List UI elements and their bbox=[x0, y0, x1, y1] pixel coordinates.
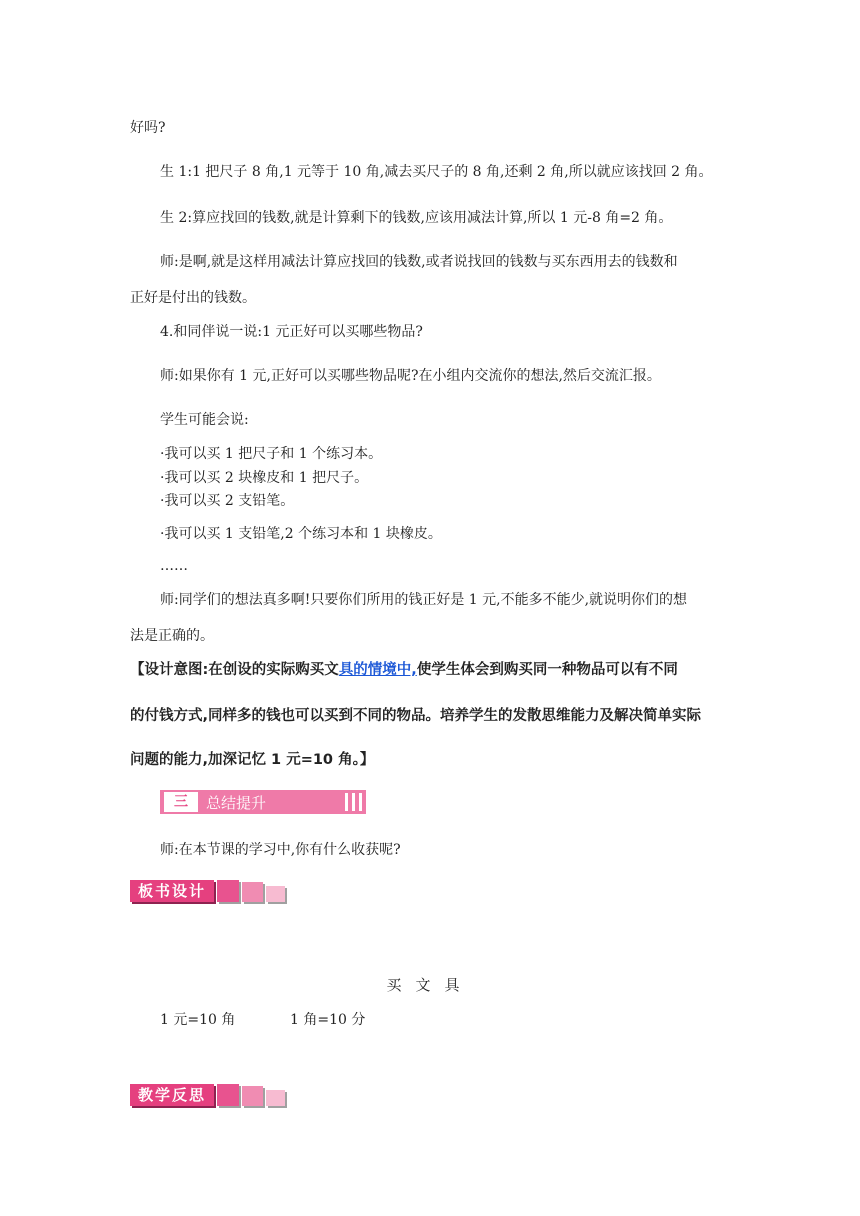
section-header bbox=[160, 790, 366, 814]
text-line: 师:同学们的想法真多啊!只要你们所用的钱正好是 1 元,不能多不能少,就说明你们的想 bbox=[160, 592, 688, 608]
text-line: 4.和同伴说一说:1 元正好可以买哪些物品? bbox=[160, 324, 423, 340]
text-line: 好吗? bbox=[130, 120, 166, 136]
square-decoration bbox=[266, 886, 285, 902]
text-line: 师:如果你有 1 元,正好可以买哪些物品呢?在小组内交流你的想法,然后交流汇报。 bbox=[160, 368, 661, 384]
design-intent-text: 【设计意图:在创设的实际购买文 bbox=[130, 662, 339, 678]
design-intent-line: 的付钱方式,同样多的钱也可以买到不同的物品。培养学生的发散思维能力及解决简单实际 bbox=[130, 708, 702, 724]
design-intent-link[interactable]: 具的情境中, bbox=[338, 662, 417, 678]
square-decoration bbox=[217, 880, 239, 902]
ellipsis: …… bbox=[160, 558, 188, 574]
list-item: ·我可以买 1 把尺子和 1 个练习本。 bbox=[160, 446, 383, 462]
text-line: 师:在本节课的学习中,你有什么收获呢? bbox=[160, 842, 401, 858]
bars-decoration bbox=[345, 793, 362, 811]
text-line: 生 2:算应找回的钱数,就是计算剩下的钱数,应该用减法计算,所以 1 元-8 角=2 角。 bbox=[160, 210, 673, 226]
section-title: 总结提升 bbox=[206, 793, 267, 812]
reflection-badge bbox=[130, 1084, 285, 1106]
board-formula-right: 1 角=10 分 bbox=[290, 1012, 366, 1028]
design-intent-text: 使学生体会到购买同一种物品可以有不同 bbox=[416, 662, 678, 678]
design-intent-line: 问题的能力,加深记忆 1 元=10 角。】 bbox=[130, 752, 375, 768]
square-decoration bbox=[217, 1084, 239, 1106]
design-intent-line bbox=[130, 660, 730, 680]
text-line: 生 1:1 把尺子 8 角,1 元等于 10 角,减去买尺子的 8 角,还剩 2 角,所以就应该找回 2 角。 bbox=[160, 164, 713, 180]
board-title: 买文具 bbox=[386, 976, 474, 994]
section-number: 三 bbox=[164, 792, 198, 812]
list-item: ·我可以买 2 支铅笔。 bbox=[160, 493, 295, 509]
list-item: ·我可以买 1 支铅笔,2 个练习本和 1 块橡皮。 bbox=[160, 526, 442, 542]
text-line: 法是正确的。 bbox=[130, 628, 214, 644]
square-decoration bbox=[242, 882, 263, 902]
board-design-label: 板书设计 bbox=[130, 880, 214, 902]
board-formula-left: 1 元=10 角 bbox=[160, 1012, 236, 1028]
list-item: ·我可以买 2 块橡皮和 1 把尺子。 bbox=[160, 470, 369, 486]
reflection-label: 教学反思 bbox=[130, 1084, 214, 1106]
text-line: 学生可能会说: bbox=[160, 412, 249, 428]
square-decoration bbox=[266, 1090, 285, 1106]
text-line: 师:是啊,就是这样用减法计算应找回的钱数,或者说找回的钱数与买东西用去的钱数和 bbox=[160, 254, 678, 270]
text-line: 正好是付出的钱数。 bbox=[130, 290, 256, 306]
square-decoration bbox=[242, 1086, 263, 1106]
board-design-badge bbox=[130, 880, 285, 902]
